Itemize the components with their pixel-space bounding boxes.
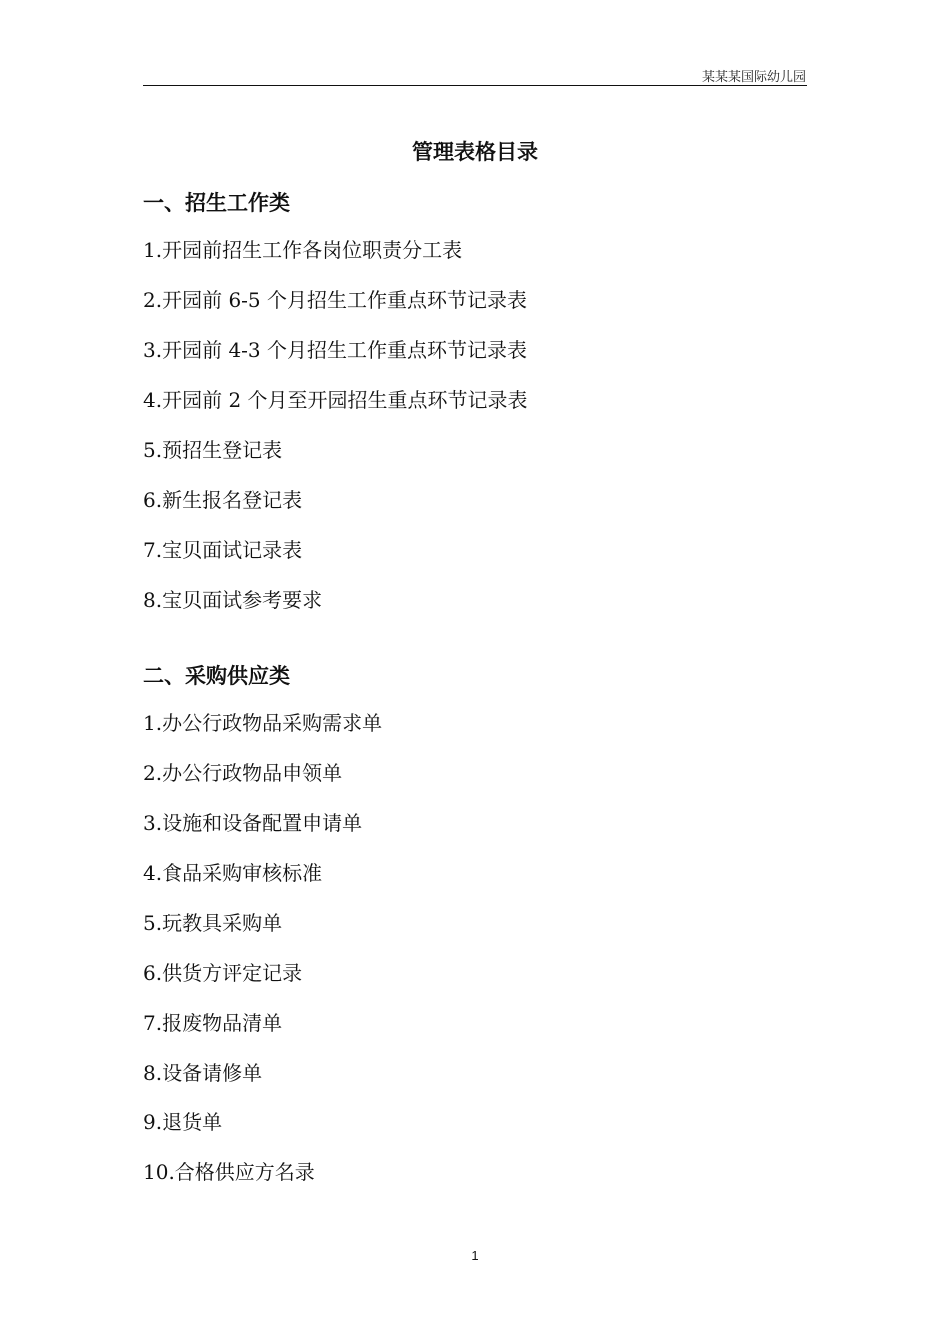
list-item: 2.办公行政物品申领单 <box>143 761 343 785</box>
header-rule <box>143 85 807 86</box>
list-item: 1.开园前招生工作各岗位职责分工表 <box>143 238 463 262</box>
list-item: 8.设备请修单 <box>143 1061 263 1085</box>
document-title: 管理表格目录 <box>412 140 538 164</box>
list-item: 10.合格供应方名录 <box>143 1160 315 1184</box>
list-item: 6.新生报名登记表 <box>143 488 303 512</box>
list-item: 7.宝贝面试记录表 <box>143 538 303 562</box>
list-item: 4.食品采购审核标准 <box>143 861 323 885</box>
list-item: 2.开园前 6-5 个月招生工作重点环节记录表 <box>143 288 528 312</box>
list-item: 1.办公行政物品采购需求单 <box>143 711 383 735</box>
list-item: 7.报废物品清单 <box>143 1011 283 1035</box>
list-item: 8.宝贝面试参考要求 <box>143 588 323 612</box>
page-number: 1 <box>471 1248 479 1263</box>
list-item: 5.玩教具采购单 <box>143 911 283 935</box>
section-title-procurement: 二、采购供应类 <box>143 664 290 688</box>
list-item: 3.开园前 4-3 个月招生工作重点环节记录表 <box>143 338 528 362</box>
list-item: 3.设施和设备配置申请单 <box>143 811 363 835</box>
list-item: 6.供货方评定记录 <box>143 961 303 985</box>
header-org-name: 某某某国际幼儿园 <box>701 70 806 85</box>
list-item: 4.开园前 2 个月至开园招生重点环节记录表 <box>143 388 528 412</box>
list-item: 5.预招生登记表 <box>143 438 283 462</box>
section-title-enrollment: 一、招生工作类 <box>143 191 290 215</box>
list-item: 9.退货单 <box>143 1110 223 1134</box>
